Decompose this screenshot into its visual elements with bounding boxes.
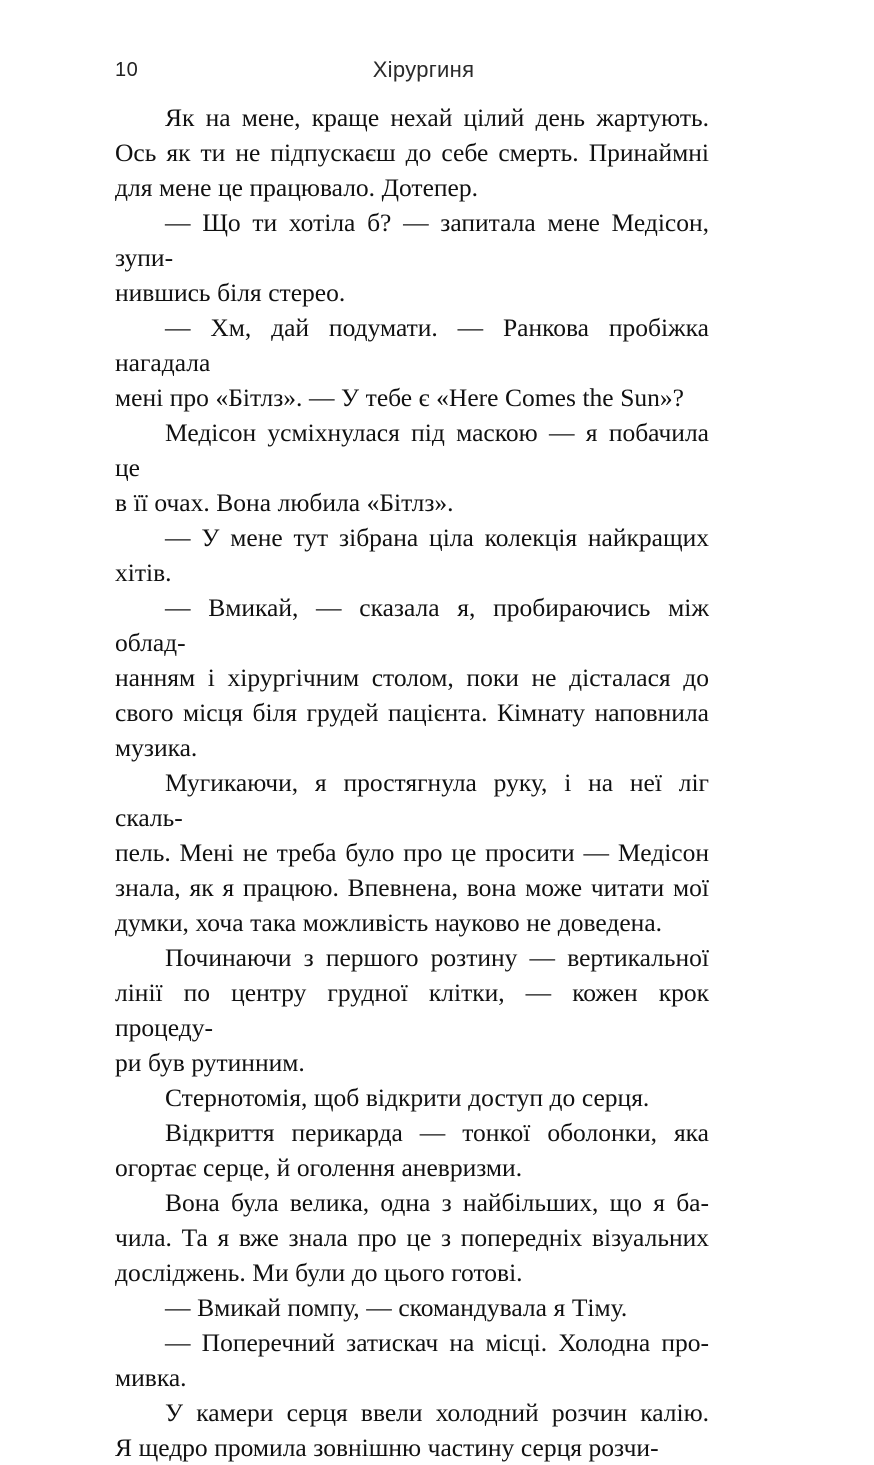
text-line: думки, хоча така можливість науково не доведена.	[115, 908, 663, 937]
text-line: Починаючи з першого розтину — вертикальної	[165, 943, 709, 972]
text-line: — Що ти хотіла б? — запитала мене Медісон, зупи-	[115, 208, 716, 272]
paragraph	[115, 1185, 709, 1290]
page-number: 10	[115, 59, 139, 81]
text-line: — Поперечний затискач на місці. Холодна про-	[165, 1328, 709, 1357]
paragraph	[115, 415, 716, 520]
text-line: — Вмикай, — сказала я, пробираючись між облад-	[115, 593, 716, 657]
paragraph	[115, 765, 716, 940]
text-line: Я щедро промила зовнішню частину серця розчи-	[115, 1433, 659, 1462]
text-line: для мене це працювало. Дотепер.	[115, 173, 478, 202]
paragraph	[115, 1080, 709, 1115]
text-line: мені про «Бітлз». — У тебе є «Here Comes the Sun»?	[115, 383, 684, 412]
text-line: музика.	[115, 733, 198, 762]
text-line: в її очах. Вона любила «Бітлз».	[115, 488, 454, 517]
text-line: чила. Та я вже знала про це з попередніх візуальних	[115, 1223, 709, 1252]
paragraph	[115, 590, 716, 765]
paragraph	[115, 205, 716, 310]
text-line: У камери серця ввели холодний розчин калію.	[165, 1398, 709, 1427]
text-line: — У мене тут зібрана ціла колекція найкращих	[165, 523, 709, 552]
text-line: Відкриття перикарда — тонкої оболонки, яка	[165, 1118, 709, 1147]
text-line: Ось як ти не підпускаєш до себе смерть. Принаймні	[115, 138, 709, 167]
running-head	[115, 56, 708, 86]
paragraph	[115, 100, 709, 205]
paragraph	[115, 940, 716, 1080]
text-line: свого місця біля грудей пацієнта. Кімнату наповнила	[115, 698, 709, 727]
text-line: мивка.	[115, 1363, 187, 1392]
text-line: знала, як я працюю. Впевнена, вона може читати мої	[115, 873, 709, 902]
text-line: — Вмикай помпу, — скомандувала я Тіму.	[165, 1293, 628, 1322]
paragraph	[115, 520, 709, 590]
text-line: нанням і хірургічним столом, поки не дісталася до	[115, 663, 709, 692]
text-line: пель. Мені не треба було про це просити — Медісон	[115, 838, 709, 867]
paragraph	[115, 1115, 709, 1185]
text-line: Стернотомія, щоб відкрити доступ до серця.	[165, 1083, 650, 1112]
paragraph	[115, 1325, 709, 1395]
paragraph	[115, 310, 716, 415]
text-line: Медісон усміхнулася під маскою — я побачила це	[115, 418, 716, 482]
text-line: досліджень. Ми були до цього готові.	[115, 1258, 523, 1287]
text-line: Вона була велика, одна з найбільших, що я ба-	[165, 1188, 709, 1217]
text-line: нившись біля стерео.	[115, 278, 346, 307]
body-text-block	[115, 100, 716, 1465]
text-line: хітів.	[115, 558, 172, 587]
text-line: огортає серце, й оголення аневризми.	[115, 1153, 523, 1182]
text-line: — Хм, дай подумати. — Ранкова пробіжка нагадала	[115, 313, 716, 377]
text-line: Мугикаючи, я простягнула руку, і на неї ліг скаль-	[115, 768, 716, 832]
text-line: ри був рутинним.	[115, 1048, 305, 1077]
text-line: Як на мене, краще нехай цілий день жартують.	[165, 103, 709, 132]
paragraph	[115, 1290, 709, 1325]
paragraph	[115, 1395, 709, 1465]
text-line: лінії по центру грудної клітки, — кожен крок процеду-	[115, 978, 716, 1042]
running-title: Хірургиня	[372, 57, 475, 82]
